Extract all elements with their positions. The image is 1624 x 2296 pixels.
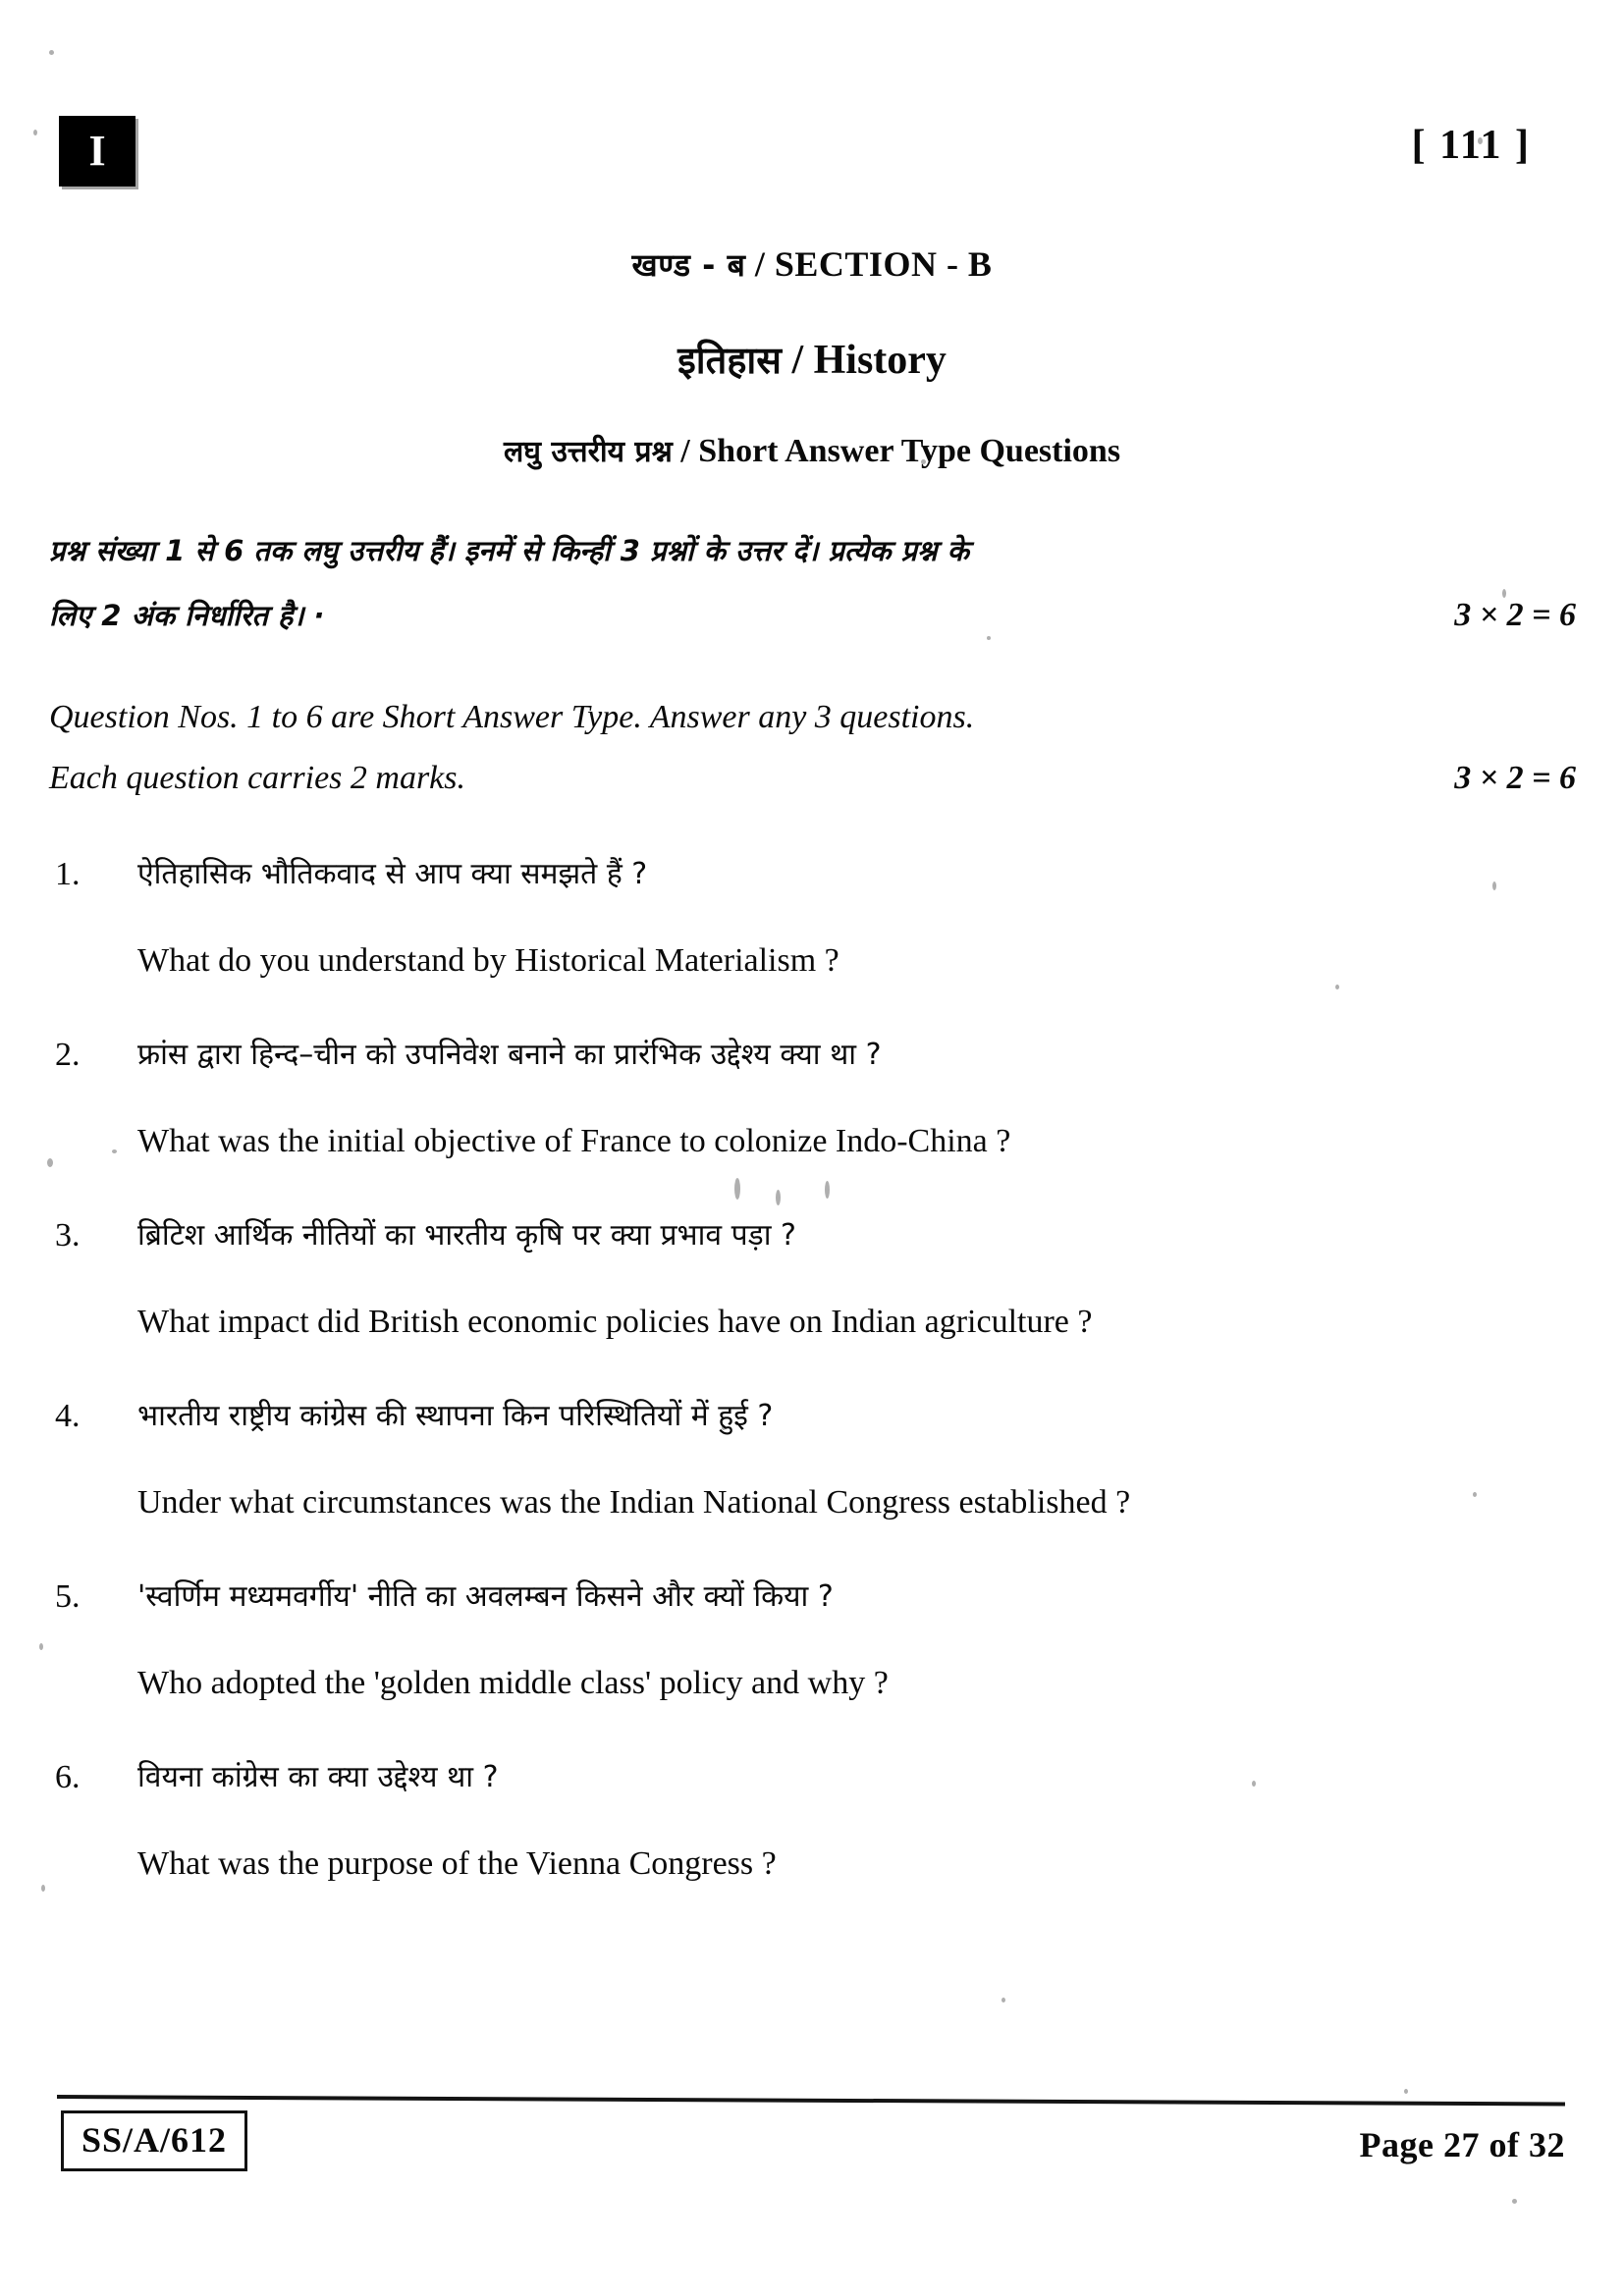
question-number: 5. (55, 1578, 81, 1615)
question-item (49, 1025, 1581, 1201)
question-number: 4. (55, 1398, 81, 1434)
instructions-english-line-1 (49, 687, 1576, 748)
question-body (137, 1386, 1581, 1563)
instructions-english (49, 687, 1576, 809)
scan-speck (1001, 1998, 1005, 2002)
question-body (137, 1567, 1581, 1743)
question-item (49, 844, 1581, 1021)
instructions-hindi-text-2: लिए 2 अंक निर्धारित है। · (49, 599, 325, 632)
question-text-hindi: ऐतिहासिक भौतिकवाद से आप क्या समझते हैं ? (137, 857, 648, 891)
page-code: [ 111 ] (1411, 123, 1531, 168)
question-number: 3. (55, 1217, 81, 1254)
question-text-english: Under what circumstances was the Indian National Congress established ? (137, 1484, 1131, 1521)
scan-speck (39, 1643, 43, 1650)
question-body (137, 1025, 1581, 1201)
subject-heading-english: History (813, 338, 947, 383)
instructions-hindi-text-1: प्रश्न संख्या 1 से 6 तक लघु उत्तरीय हैं। इनमें से किन्हीं 3 प्रश्नों के उत्तर दें। प्रत्येक प्रश्न के (49, 534, 969, 567)
question-text-english: Who adopted the 'golden middle class' policy and why ? (137, 1665, 889, 1701)
instructions-english-text-2: Each question carries 2 marks. (49, 760, 466, 796)
instructions-hindi-line-2 (49, 583, 1576, 648)
subject-heading-hindi: इतिहास (677, 339, 782, 382)
section-heading-separator: / (745, 244, 775, 284)
question-text-hindi: भारतीय राष्ट्रीय कांग्रेस की स्थापना किन परिस्थितियों में हुई ? (137, 1399, 774, 1433)
instructions-english-text-1: Question Nos. 1 to 6 are Short Answer Type. Answer any 3 questions. (49, 699, 975, 735)
question-text-english: What do you understand by Historical Materialism ? (137, 942, 839, 979)
instructions-hindi-line-1 (49, 518, 1576, 583)
question-text-english: What was the purpose of the Vienna Congress ? (137, 1845, 777, 1882)
instructions-english-marks: 3 × 2 = 6 (1454, 760, 1576, 796)
scan-speck (41, 1885, 45, 1892)
question-type-heading-hindi: लघु उत्तरीय प्रश्न (503, 435, 673, 469)
question-body (137, 1205, 1581, 1382)
scan-speck (49, 50, 54, 55)
question-item (49, 1747, 1581, 1924)
question-number: 1. (55, 856, 81, 892)
section-badge: I (59, 116, 135, 187)
question-body (137, 1747, 1581, 1924)
question-text-hindi: ब्रिटिश आर्थिक नीतियों का भारतीय कृषि पर क्या प्रभाव पड़ा ? (137, 1218, 796, 1253)
footer-divider (57, 2095, 1565, 2107)
paper-code: SS/A/612 (61, 2110, 247, 2171)
question-text-hindi: फ्रांस द्वारा हिन्द–चीन को उपनिवेश बनाने का प्रारंभिक उद्देश्य क्या था ? (137, 1038, 882, 1072)
instructions-hindi-marks: 3 × 2 = 6 (1454, 597, 1576, 633)
page-count: Page 27 of 32 (1359, 2125, 1565, 2164)
question-text-english: What impact did British economic policies have on Indian agriculture ? (137, 1304, 1093, 1340)
question-type-heading-separator: / (672, 433, 699, 469)
question-text-hindi: वियना कांग्रेस का क्या उद्देश्य था ? (137, 1760, 499, 1794)
section-heading-english: SECTION - B (774, 244, 993, 284)
question-item (49, 1567, 1581, 1743)
question-body (137, 844, 1581, 1021)
question-list (49, 844, 1581, 1928)
question-item (49, 1386, 1581, 1563)
instructions-hindi (49, 518, 1576, 648)
scan-speck (1404, 2089, 1408, 2094)
subject-heading-separator: / (781, 338, 814, 383)
page-header (0, 116, 1624, 204)
question-type-heading (0, 430, 1624, 470)
section-heading (0, 243, 1624, 286)
page-footer (57, 2095, 1565, 2203)
question-text-english: What was the initial objective of France to colonize Indo-China ? (137, 1123, 1011, 1159)
subject-heading (0, 334, 1624, 385)
question-number: 2. (55, 1037, 81, 1073)
section-heading-hindi: खण्ड - ब (631, 246, 746, 284)
instructions-english-line-2 (49, 748, 1576, 809)
question-number: 6. (55, 1759, 81, 1795)
question-text-hindi: 'स्वर्णिम मध्यमवर्गीय' नीति का अवलम्बन किसने और क्यों किया ? (137, 1579, 834, 1614)
question-item (49, 1205, 1581, 1382)
question-type-heading-english: Short Answer Type Questions (698, 433, 1121, 469)
